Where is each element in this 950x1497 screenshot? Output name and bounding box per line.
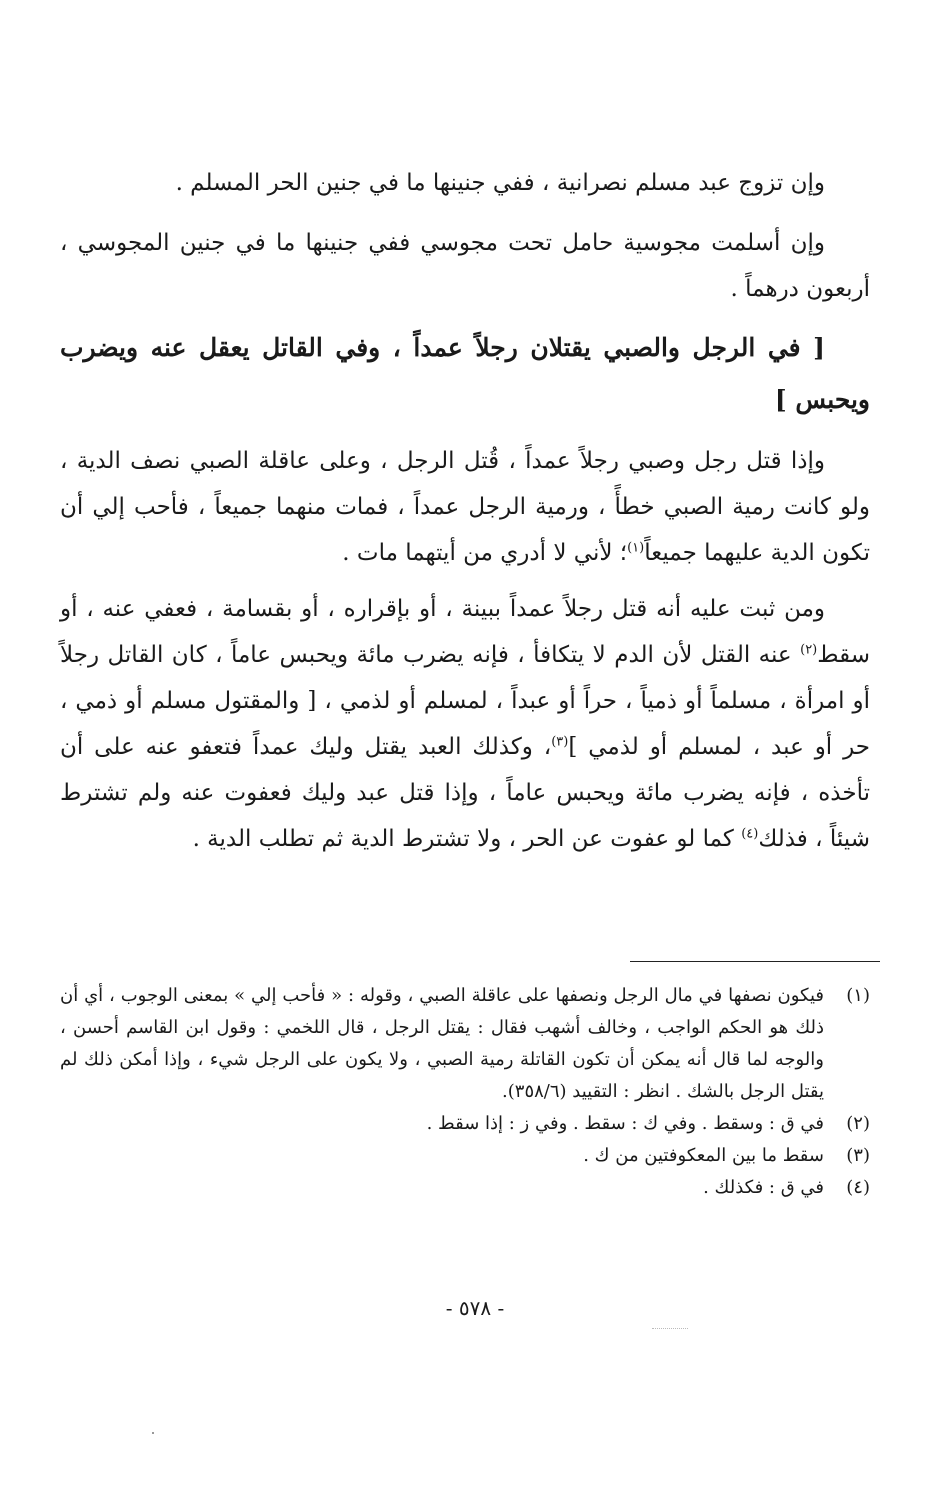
- footnote-4: [60, 1172, 870, 1204]
- paragraph-4-text-b: عنه القتل لأن الدم لا يتكافأ ، فإنه يضرب مائة ويحبس عاماً ، كان القاتل رجلاً أو امرأة ، مسلماً أو ذمياً ، حراً أو عبداً ، لمسلم أو لذمي ، [ والمقتول مسلم أو ذمي ، حر أو عبد ، لمسلم أو لذمي ]: [60, 642, 870, 760]
- paragraph-4-text-c: ، وكذلك العبد يقتل وليك عمداً فتعفو عنه على أن تأخذه ، فإنه يضرب مائة ويحبس عاماً ، وإذا قتل عبد وليك فعفوت عنه ولم تشترط شيئاً ، فذلك: [60, 734, 870, 852]
- page-number: - ٥٧٨ -: [445, 1296, 505, 1320]
- footnotes: [60, 980, 870, 1204]
- paragraph-4: [60, 586, 870, 862]
- footnote-ref-3[interactable]: (٣): [551, 734, 569, 750]
- paragraph-3-text: وإذا قتل رجل وصبي رجلاً عمداً ، قُتل الرجل ، وعلى عاقلة الصبي نصف الدية ، ولو كانت رمية الصبي خطأً ، ورمية الرجل عمداً ، فمات منهما جميعاً ، فأحب إلي أن تكون الدية عليهما جميعاً: [60, 448, 870, 566]
- footnote-ref-1[interactable]: (١): [627, 540, 645, 556]
- scan-artifact: [152, 1432, 154, 1434]
- footnote-number: (٤): [846, 1177, 870, 1198]
- footnote-2: [60, 1108, 870, 1140]
- footnote-text: في ق : فكذلك .: [703, 1177, 824, 1198]
- footnote-number: (٣): [846, 1145, 870, 1166]
- footnote-ref-2[interactable]: (٢): [800, 642, 818, 658]
- paragraph-4-text-a: ومن ثبت عليه أنه قتل رجلاً عمداً ببينة ، أو بإقراره ، أو بقسامة ، فعفي عنه ، أو سقط: [60, 596, 870, 668]
- paragraph-2: وإن أسلمت مجوسية حامل تحت مجوسي ففي جنينها ما في جنين المجوسي ، أربعون درهماً .: [60, 230, 870, 302]
- paragraph-4-text-d: كما لو عفوت عن الحر ، ولا تشترط الدية ثم تطلب الدية .: [192, 826, 734, 852]
- footnote-3: [60, 1140, 870, 1172]
- footnote-ref-4[interactable]: (٤): [741, 826, 759, 842]
- footnote-1: [60, 980, 870, 1108]
- footnote-number: (٢): [846, 1113, 870, 1134]
- paragraph-3-text-end: ؛ لأني لا أدري من أيتهما مات .: [342, 540, 628, 566]
- section-heading: [ في الرجل والصبي يقتلان رجلاً عمداً ، وفي القاتل يعقل عنه ويضرب ويحبس ]: [60, 333, 870, 414]
- footnote-number: (١): [846, 985, 870, 1006]
- paragraph-1: وإن تزوج عبد مسلم نصرانية ، ففي جنينها ما في جنين الحر المسلم .: [175, 170, 825, 196]
- footnote-text: سقط ما بين المعكوفتين من ك .: [583, 1145, 824, 1166]
- page-body: [60, 160, 870, 872]
- footnote-text: فيكون نصفها في مال الرجل ونصفها على عاقلة الصبي ، وقوله : « فأحب إلي » بمعنى الوجوب ، أي أن ذلك هو الحكم الواجب ، وخالف أشهب فقال : يقتل الرجل ، قال اللخمي : وقول ابن القاسم أحسن ، والوجه لما قال أنه يمكن أن تكون القاتلة رمية الصبي ، ولا يكون على الرجل شيء ، وإذا أمكن ذلك لم يقتل الرجل بالشك . انظر : التقييد (٣٥٨/٦).: [60, 985, 824, 1102]
- footnote-divider: [630, 961, 880, 962]
- footnote-text: في ق : وسقط . وفي ك : سقط . وفي ز : إذا سقط .: [426, 1113, 824, 1134]
- paragraph-3: [60, 438, 870, 576]
- scan-artifact: [652, 1328, 688, 1329]
